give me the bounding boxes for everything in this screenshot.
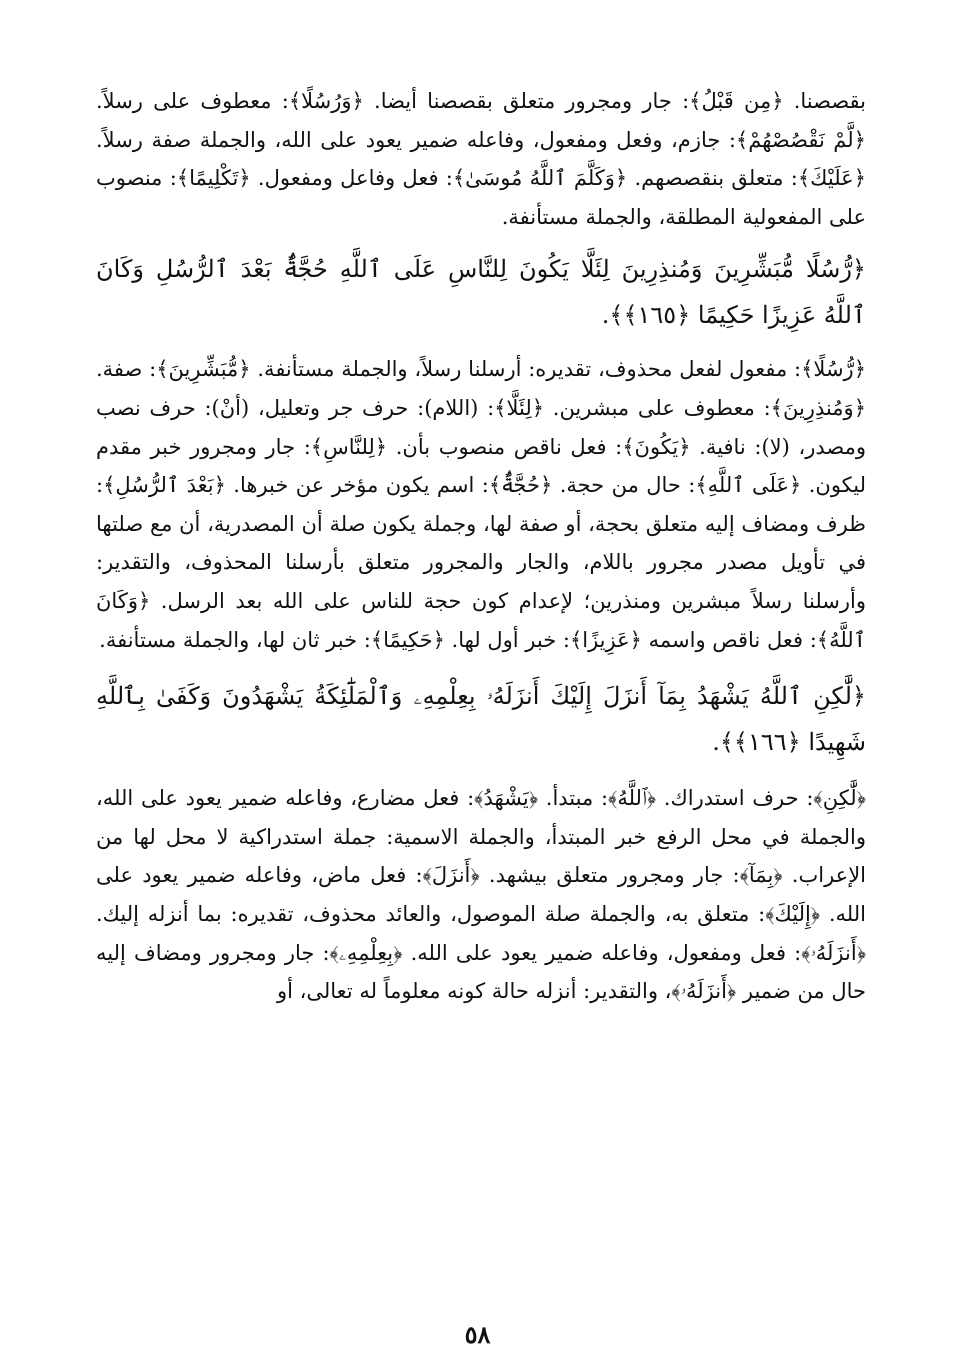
page-number: ٥٨: [464, 1320, 491, 1349]
spacer: [96, 659, 866, 673]
quran-verse-166: ﴿لَّٰكِنِ ٱللَّهُ يَشْهَدُ بِمَآ أَنزَلَ إِلَيْكَ أَنزَلَهُۥ بِعِلْمِهِۦ وَٱلْمَلَٰٓئِكَةُ يَشْهَدُونَ وَكَفَىٰ بِٱللَّهِ شَهِيدًا ﴿١٦٦﴾﴾.: [96, 682, 866, 757]
quran-verse-165: ﴿رُّسُلًا مُّبَشِّرِينَ وَمُنذِرِينَ لِئَلَّا يَكُونَ لِلنَّاسِ عَلَى ٱللَّهِ حُجَّةٌۢ بَعْدَ ٱلرُّسُلِ وَكَانَ ٱللَّهُ عَزِيزًا حَكِيمًا ﴿١٦٥﴾﴾.: [96, 255, 866, 330]
paragraph-1: بقصصنا. ﴿مِن قَبْلُ﴾: جار ومجرور متعلق بقصصنا أيضا. ﴿وَرُسُلًا﴾: معطوف على رسلاً. ﴿لَّمْ نَقْصُصْهُمْ﴾: جازم، وفعل ومفعول، وفاعله ضمير يعود على الله، والجملة صفة رسلاً. ﴿عَلَيْكَ﴾: متعلق بنقصصهم. ﴿وَكَلَّمَ ٱللَّهُ مُوسَىٰ﴾: فعل وفاعل ومفعول. ﴿تَكْلِيمًا﴾: منصوب على المفعولية المطلقة، والجملة مستأنفة.: [96, 89, 866, 229]
spacer: [96, 765, 866, 779]
spacer: [96, 236, 866, 246]
spacer: [96, 338, 866, 350]
paragraph-2: ﴿رُّسُلًا﴾: مفعول لفعل محذوف، تقديره: أرسلنا رسلاً، والجملة مستأنفة. ﴿مُّبَشِّرِينَ﴾: صفة. ﴿وَمُنذِرِينَ﴾: معطوف على مبشرين. ﴿لِئَلَّا﴾: (اللام): حرف جر وتعليل، (أنْ): حرف نصب ومصدر، (لا): نافية. ﴿يَكُونَ﴾: فعل ناقص منصوب بأن. ﴿لِلنَّاسِ﴾: جار ومجرور خبر مقدم ليكون. ﴿عَلَى ٱللَّهِ﴾: حال من حجة. ﴿حُجَّةٌۢ﴾: اسم يكون مؤخر عن خبرها. ﴿بَعْدَ ٱلرُّسُلِ﴾: ظرف ومضاف إليه متعلق بحجة، أو صفة لها، وجملة يكون صلة أن المصدرية، أن مع صلتها في تأويل مصدر مجرور باللام، والجار والمجرور متعلق بأرسلنا المحذوف، والتقدير: وأرسلنا رسلاً مبشرين ومنذرين؛ لإعدام كون حجة للناس على الله بعد الرسل. ﴿وَكَانَ ٱللَّهُ﴾: فعل ناقص واسمه ﴿عَزِيزًا﴾: خبر أول لها. ﴿حَكِيمًا﴾: خبر ثان لها، والجملة مستأنفة.: [96, 357, 866, 652]
paragraph-3: ﴿لَّٰكِنِ﴾: حرف استدراك. ﴿ٱللَّهُ﴾: مبتدأ. ﴿يَشْهَدُ﴾: فعل مضارع، وفاعله ضمير يعود على الله، والجملة في محل الرفع خبر المبتدأ، والجملة الاسمية: جملة استدراكية لا محل لها من الإعراب. ﴿بِمَآ﴾: جار ومجرور متعلق بيشهد. ﴿أَنزَلَ﴾: فعل ماض، وفاعله ضمير يعود على الله. ﴿إِلَيْكَ﴾: متعلق به، والجملة صلة الموصول، والعائد محذوف، تقديره: بما أنزله إليك. ﴿أَنزَلَهُۥ﴾: فعل ومفعول، وفاعله ضمير يعود على الله. ﴿بِعِلْمِهِۦ﴾: جار ومجرور ومضاف إليه حال من ضمير ﴿أَنزَلَهُۥ﴾، والتقدير: أنزله حالة كونه معلوماً له تعالى، أو: [96, 786, 866, 1004]
page-content: [96, 82, 866, 1011]
